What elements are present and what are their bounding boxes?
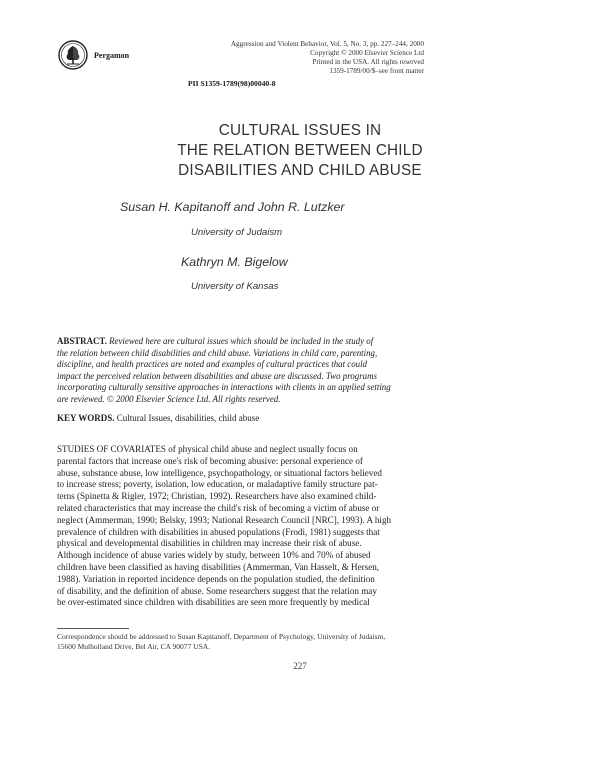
author-names: Susan H. Kapitanoff and John R. Lutzker: [120, 200, 345, 214]
citation-line: Printed in the USA. All rights reserved: [312, 58, 424, 66]
keywords: [57, 413, 259, 423]
title-line: THE RELATION BETWEEN CHILD: [177, 142, 423, 159]
abstract-line: impact the perceived relation between disabilities and abuse are discussed. Two programs: [57, 370, 377, 381]
author-affiliation: University of Judaism: [191, 227, 283, 238]
body-line: parental factors that increase one's risk of becoming abusive: personal experience of: [57, 455, 363, 466]
author-affiliation: University of Kansas: [191, 281, 279, 292]
publisher-name: Pergamon: [94, 51, 130, 60]
page-number: 227: [293, 661, 307, 671]
abstract-line: incorporating culturally sensitive approaches in interactions with clients in an applied setting: [57, 382, 391, 393]
citation-line: Aggression and Violent Behavior, Vol. 5, No. 3, pp. 227–244, 2000: [230, 40, 424, 48]
abstract-line: Reviewed here are cultural issues which should be included in the study of: [106, 336, 374, 346]
citation-line: 1359-1789/00/$–see front matter: [329, 67, 424, 75]
abstract: [57, 336, 543, 406]
keywords-label: KEY WORDS.: [57, 413, 115, 423]
correspondence-footnote: [57, 632, 385, 652]
journal-citation: [231, 40, 424, 76]
body-line: prevalence of children with disabilities in abused populations (Frodi, 1981) suggests that: [57, 526, 380, 537]
body-line: to increase stress; poverty, isolation, low education, or maladaptive family structure pat-: [57, 479, 378, 490]
body-line: Although incidence of abuse varies widely by study, between 10% and 70% of abused: [57, 550, 371, 561]
body-line: 1988). Variation in reported incidence depends on the population studied, the definition: [57, 573, 375, 584]
abstract-line: discipline, and health practices are noted and examples of cultural practices that could: [57, 359, 367, 370]
keywords-text: Cultural Issues, disabilities, child abuse: [114, 413, 260, 423]
body-line: children have been classified as having disabilities (Ammerman, Van Hasselt, & Hersen,: [57, 561, 380, 572]
footnote-line: Correspondence should be addressed to Susan Kapitanoff, Department of Psychology, University of Judaism,: [57, 632, 386, 641]
body-line: STUDIES OF COVARIATES of physical child abuse and neglect usually focus on: [57, 444, 358, 454]
body-line: terns (Spinetta & Rigler, 1972; Christian, 1992). Researchers have also examined child-: [57, 491, 377, 502]
body-line: abuse, substance abuse, low intelligence, psychopathology, or situational factors believed: [57, 467, 382, 478]
body-line: neglect (Ammerman, 1990; Belsky, 1993; National Research Council [NRC], 1993). A high: [57, 514, 392, 525]
body-line: be over-estimated since children with disabilities are seen more frequently by medical: [57, 597, 370, 608]
title-line: DISABILITIES AND CHILD ABUSE: [178, 162, 422, 179]
abstract-label: ABSTRACT.: [57, 336, 107, 346]
body-line: of disability, and the definition of abuse. Some researchers suggest that the relation may: [57, 585, 377, 596]
body-text: [57, 444, 543, 609]
body-line: related characteristics that may increase the child's risk of becoming a victim of abuse or: [57, 502, 380, 513]
footnote-divider: [57, 628, 129, 629]
pii-identifier: PII S1359-1789(98)00040-8: [188, 79, 276, 88]
title-line: CULTURAL ISSUES IN: [218, 122, 382, 139]
pergamon-logo-icon: [58, 40, 88, 70]
citation-line: Copyright © 2000 Elsevier Science Ltd: [310, 49, 424, 57]
footnote-line: 15600 Mulholland Drive, Bel Air, CA 90077 USA.: [57, 642, 211, 652]
abstract-line: the relation between child disabilities and child abuse. Variations in child care, parenting,: [57, 347, 378, 358]
body-line: physical and developmental disabilities in children may increase their risk of abuse.: [57, 538, 362, 549]
article-title: [0, 121, 600, 181]
author-names: Kathryn M. Bigelow: [181, 255, 288, 269]
abstract-line: are reviewed. © 2000 Elsevier Science Ltd. All rights reserved.: [57, 393, 281, 404]
